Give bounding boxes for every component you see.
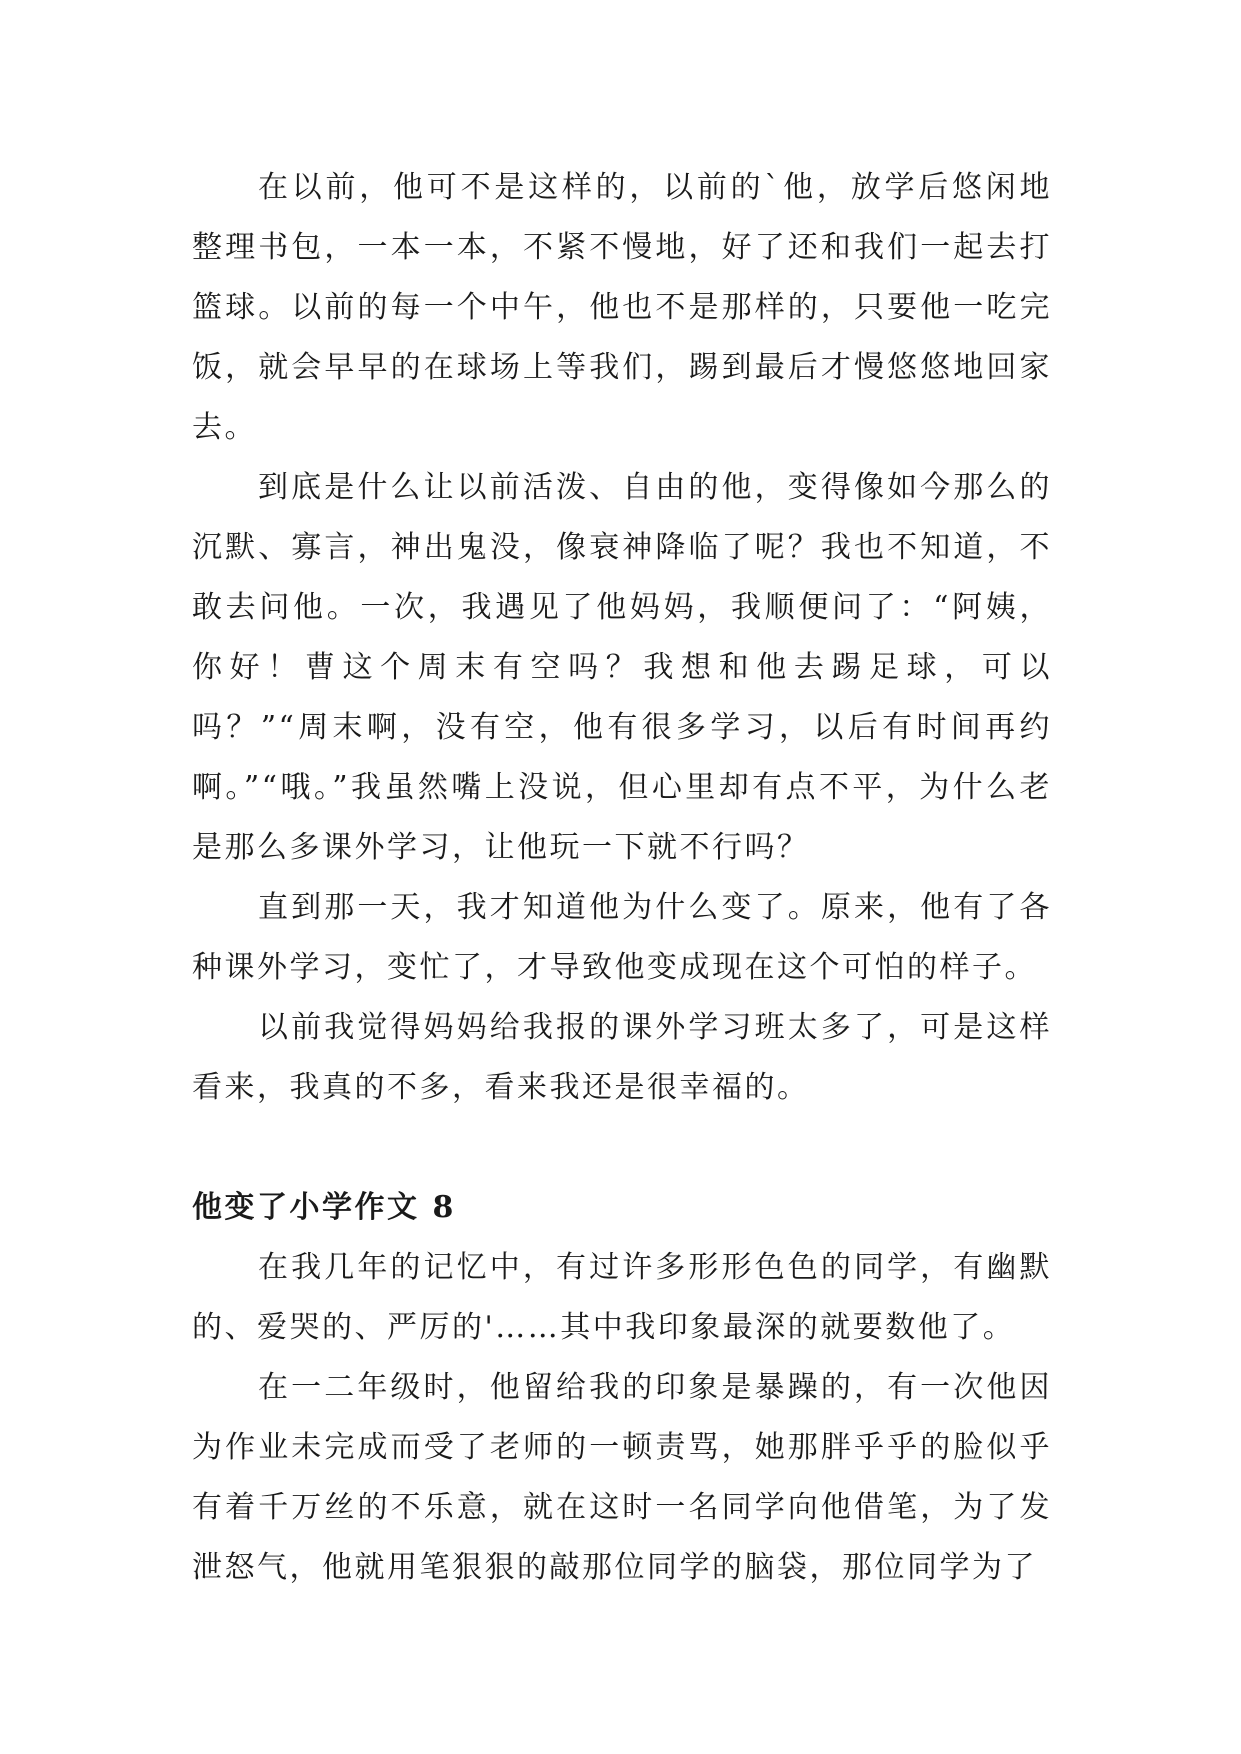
essay-title: 他变了小学作文 8: [192, 1190, 456, 1225]
document-body: [192, 158, 1052, 1598]
paragraph: 在一二年级时，他留给我的印象是暴躁的，有一次他因为作业未完成而受了老师的一顿责骂，她那胖乎乎的脸似乎有着千万丝的不乐意，就在这时一名同学向他借笔，为了发泄怒气，他就用笔狠狠的敲那位同学的脑袋，那位同学为了: [192, 1370, 1052, 1585]
paragraph: 在以前，他可不是这样的，以前的`他，放学后悠闲地整理书包，一本一本，不紧不慢地，好了还和我们一起去打篮球。以前的每一个中午，他也不是那样的，只要他一吃完饭，就会早早的在球场上等我们，踢到最后才慢悠悠地回家去。: [192, 170, 1052, 445]
paragraph: 直到那一天，我才知道他为什么变了。原来，他有了各种课外学习，变忙了，才导致他变成现在这个可怕的样子。: [192, 890, 1052, 985]
paragraph: 以前我觉得妈妈给我报的课外学习班太多了，可是这样看来，我真的不多，看来我还是很幸福的。: [192, 1010, 1052, 1105]
paragraph: 在我几年的记忆中，有过许多形形色色的同学，有幽默的、爱哭的、严厉的'……其中我印象最深的就要数他了。: [192, 1250, 1052, 1345]
paragraph: 到底是什么让以前活泼、自由的他，变得像如今那么的沉默、寡言，神出鬼没，像衰神降临了呢？我也不知道，不敢去问他。一次，我遇见了他妈妈，我顺便问了：“阿姨，你好！曹这个周末有空吗？我想和他去踢足球，可以吗？”“周末啊，没有空，他有很多学习，以后有时间再约啊。”“哦。”我虽然嘴上没说，但心里却有点不平，为什么老是那么多课外学习，让他玩一下就不行吗？: [192, 470, 1052, 865]
